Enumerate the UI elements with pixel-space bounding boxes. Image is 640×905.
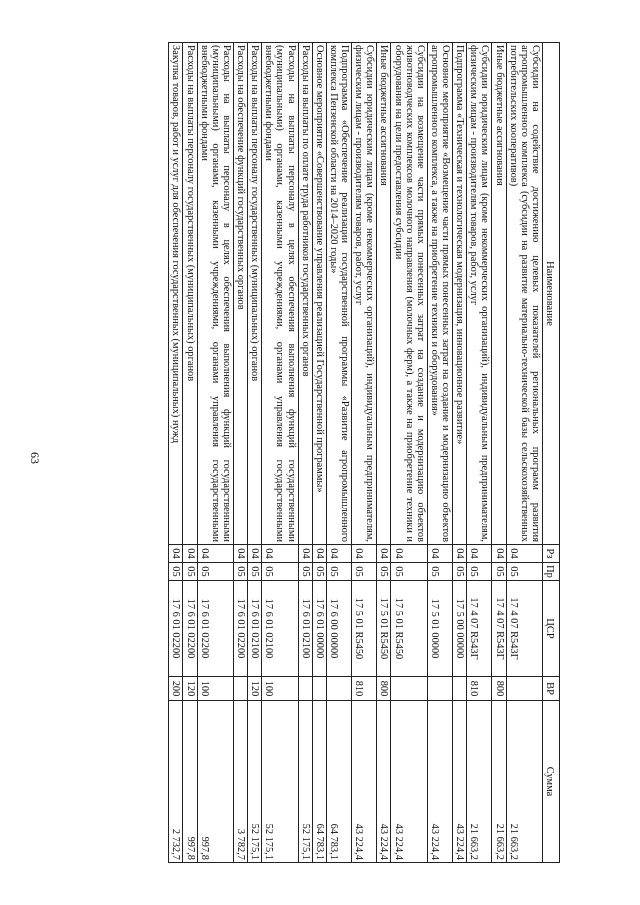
cell-name: Субсидии юридическим лицам (кроме некоммерческих организаций), индивидуальным предпринимателям, физическим лицам - производителям товаров, работ, услуг bbox=[467, 43, 492, 545]
cell-vr bbox=[427, 677, 452, 701]
cell-pr: 05 bbox=[352, 563, 377, 581]
cell-rz: 04 bbox=[183, 545, 197, 563]
cell-name: Расходы на обеспечение функций государственных органов bbox=[234, 43, 248, 545]
cell-vr: 120 bbox=[248, 677, 262, 701]
cell-pr: 05 bbox=[312, 563, 326, 581]
cell-csr: 17 5 01 R5450 bbox=[391, 581, 427, 677]
cell-rz: 04 bbox=[467, 545, 492, 563]
cell-csr: 17 6 01 02100 bbox=[298, 581, 312, 677]
header-csr: ЦСР bbox=[543, 581, 560, 677]
cell-pr: 05 bbox=[326, 563, 351, 581]
cell-pr: 05 bbox=[391, 563, 427, 581]
cell-sum: 43 224,4 bbox=[427, 701, 452, 863]
cell-name: Субсидии на возмещение части прямых понесенных затрат на создание и модернизацию объектов животноводческих комплексов молочного направления (молочных ферм), а также на приобретение техники и оборудования на цели предоставления субсидии bbox=[391, 43, 427, 545]
cell-vr: 200 bbox=[169, 677, 183, 701]
cell-vr: 810 bbox=[467, 677, 492, 701]
header-rz: Рз bbox=[543, 545, 560, 563]
table-row bbox=[197, 43, 233, 863]
cell-sum: 43 224,4 bbox=[391, 701, 427, 863]
cell-vr bbox=[234, 677, 248, 701]
cell-name: Основное мероприятие «Совершенствование управления реализацией Государственной программы» bbox=[312, 43, 326, 545]
cell-name: Подпрограмма «Обеспечение реализации государственной программы «Развитие агропромышленного комплекса Пензенской области на 2014–2020 годы» bbox=[326, 43, 351, 545]
cell-sum: 64 783,1 bbox=[326, 701, 351, 863]
cell-pr: 05 bbox=[467, 563, 492, 581]
cell-pr: 05 bbox=[506, 563, 542, 581]
cell-sum: 21 663,2 bbox=[467, 701, 492, 863]
cell-rz: 04 bbox=[352, 545, 377, 563]
cell-rz: 04 bbox=[377, 545, 391, 563]
cell-sum: 2 732,7 bbox=[169, 701, 183, 863]
cell-csr: 17 6 01 02200 bbox=[169, 581, 183, 677]
cell-rz: 04 bbox=[262, 545, 298, 563]
budget-table bbox=[168, 42, 560, 863]
table-row bbox=[377, 43, 391, 863]
cell-csr: 17 6 01 02200 bbox=[183, 581, 197, 677]
table-row bbox=[234, 43, 248, 863]
cell-name: Основное мероприятие «Возмещение части прямых понесенных затрат на создание и модернизацию объектов агропромышленного комплекса, а также на приобретение техники и оборудования» bbox=[427, 43, 452, 545]
cell-pr: 05 bbox=[262, 563, 298, 581]
header-vr: ВР bbox=[543, 677, 560, 701]
cell-rz: 04 bbox=[326, 545, 351, 563]
cell-name: Закупка товаров, работ и услуг для обеспечения государственных (муниципальных) нужд bbox=[169, 43, 183, 545]
cell-rz: 04 bbox=[234, 545, 248, 563]
cell-vr: 100 bbox=[197, 677, 233, 701]
cell-name: Субсидии на содействие достижению целевых показателей региональных программ развития агропромышленного комплекса (субсидии на развитие материально-технической базы сельскохозяйственных потребительских кооперативов) bbox=[506, 43, 542, 545]
cell-rz: 04 bbox=[312, 545, 326, 563]
cell-sum: 52 175,1 bbox=[262, 701, 298, 863]
cell-csr: 17 4 07 R543Г bbox=[467, 581, 492, 677]
cell-pr: 05 bbox=[183, 563, 197, 581]
cell-csr: 17 6 01 02200 bbox=[197, 581, 233, 677]
cell-sum: 43 224,4 bbox=[453, 701, 467, 863]
budget-table-container bbox=[80, 42, 560, 862]
cell-vr bbox=[453, 677, 467, 701]
cell-sum: 3 782,7 bbox=[234, 701, 248, 863]
cell-pr: 05 bbox=[492, 563, 506, 581]
cell-name: Расходы на выплаты персоналу государственных (муниципальных) органов bbox=[248, 43, 262, 545]
cell-name: Субсидии юридическим лицам (кроме некоммерческих организаций), индивидуальным предпринимателям, физическим лицам - производителям товаров, работ, услуг bbox=[352, 43, 377, 545]
cell-csr: 17 5 00 00000 bbox=[453, 581, 467, 677]
page-number: 63 bbox=[28, 452, 42, 464]
cell-rz: 04 bbox=[492, 545, 506, 563]
cell-name: Иные бюджетные ассигнования bbox=[492, 43, 506, 545]
table-row bbox=[391, 43, 427, 863]
cell-sum: 21 663,2 bbox=[506, 701, 542, 863]
cell-csr: 17 4 07 R543Г bbox=[506, 581, 542, 677]
table-row bbox=[352, 43, 377, 863]
cell-pr: 05 bbox=[453, 563, 467, 581]
cell-vr: 810 bbox=[352, 677, 377, 701]
cell-vr bbox=[506, 677, 542, 701]
cell-pr: 05 bbox=[234, 563, 248, 581]
cell-pr: 05 bbox=[427, 563, 452, 581]
table-row bbox=[326, 43, 351, 863]
table-row bbox=[453, 43, 467, 863]
header-pr: Пр bbox=[543, 563, 560, 581]
cell-csr: 17 5 01 00000 bbox=[427, 581, 452, 677]
cell-pr: 05 bbox=[197, 563, 233, 581]
cell-pr: 05 bbox=[169, 563, 183, 581]
table-row bbox=[427, 43, 452, 863]
cell-name: Расходы на выплаты персоналу государственных (муниципальных) органов bbox=[183, 43, 197, 545]
table-row bbox=[183, 43, 197, 863]
cell-vr bbox=[391, 677, 427, 701]
cell-name: Подпрограмма «Техническая и технологическая модернизация, инновационное развитие» bbox=[453, 43, 467, 545]
header-name: Наименование bbox=[543, 43, 560, 545]
table-row bbox=[298, 43, 312, 863]
cell-sum: 997,8 bbox=[197, 701, 233, 863]
table-header-row bbox=[543, 43, 560, 863]
cell-sum: 43 224,4 bbox=[352, 701, 377, 863]
cell-csr: 17 6 01 02100 bbox=[248, 581, 262, 677]
cell-pr: 05 bbox=[377, 563, 391, 581]
cell-name: Расходы на выплаты персоналу в целях обеспечения выполнения функций государственными (муниципальными) органами, казенными учреждениями, органами управления государственными внебюджетными фондами bbox=[197, 43, 233, 545]
cell-sum: 52 175,1 bbox=[248, 701, 262, 863]
cell-vr bbox=[312, 677, 326, 701]
cell-name: Иные бюджетные ассигнования bbox=[377, 43, 391, 545]
cell-vr: 100 bbox=[262, 677, 298, 701]
table-row bbox=[248, 43, 262, 863]
table-row bbox=[492, 43, 506, 863]
cell-rz: 04 bbox=[169, 545, 183, 563]
cell-rz: 04 bbox=[298, 545, 312, 563]
cell-csr: 17 6 01 02200 bbox=[234, 581, 248, 677]
cell-sum: 64 783,1 bbox=[312, 701, 326, 863]
cell-sum: 21 663,2 bbox=[492, 701, 506, 863]
table-row bbox=[312, 43, 326, 863]
table-row bbox=[506, 43, 542, 863]
cell-pr: 05 bbox=[298, 563, 312, 581]
cell-rz: 04 bbox=[453, 545, 467, 563]
cell-vr bbox=[298, 677, 312, 701]
cell-vr: 800 bbox=[492, 677, 506, 701]
cell-rz: 04 bbox=[506, 545, 542, 563]
table-row bbox=[467, 43, 492, 863]
cell-csr: 17 6 01 00000 bbox=[312, 581, 326, 677]
cell-pr: 05 bbox=[248, 563, 262, 581]
cell-rz: 04 bbox=[248, 545, 262, 563]
table-body bbox=[169, 43, 543, 863]
cell-rz: 04 bbox=[391, 545, 427, 563]
cell-csr: 17 4 07 R543Г bbox=[492, 581, 506, 677]
table-row bbox=[262, 43, 298, 863]
cell-csr: 17 5 01 R5450 bbox=[352, 581, 377, 677]
cell-rz: 04 bbox=[427, 545, 452, 563]
table-row bbox=[169, 43, 183, 863]
cell-vr: 120 bbox=[183, 677, 197, 701]
cell-vr bbox=[326, 677, 351, 701]
cell-sum: 43 224,4 bbox=[377, 701, 391, 863]
cell-name: Расходы на выплаты персоналу в целях обеспечения выполнения функций государственными (муниципальными) органами, казенными учреждениями, органами управления государственными внебюджетными фондами bbox=[262, 43, 298, 545]
cell-name: Расходы на выплаты по оплате труда работников государственных органов bbox=[298, 43, 312, 545]
cell-vr: 800 bbox=[377, 677, 391, 701]
cell-csr: 17 6 00 00000 bbox=[326, 581, 351, 677]
cell-csr: 17 6 01 02100 bbox=[262, 581, 298, 677]
cell-csr: 17 5 01 R5450 bbox=[377, 581, 391, 677]
cell-sum: 997,8 bbox=[183, 701, 197, 863]
cell-sum: 52 175,1 bbox=[298, 701, 312, 863]
cell-rz: 04 bbox=[197, 545, 233, 563]
header-sum: Сумма bbox=[543, 701, 560, 863]
